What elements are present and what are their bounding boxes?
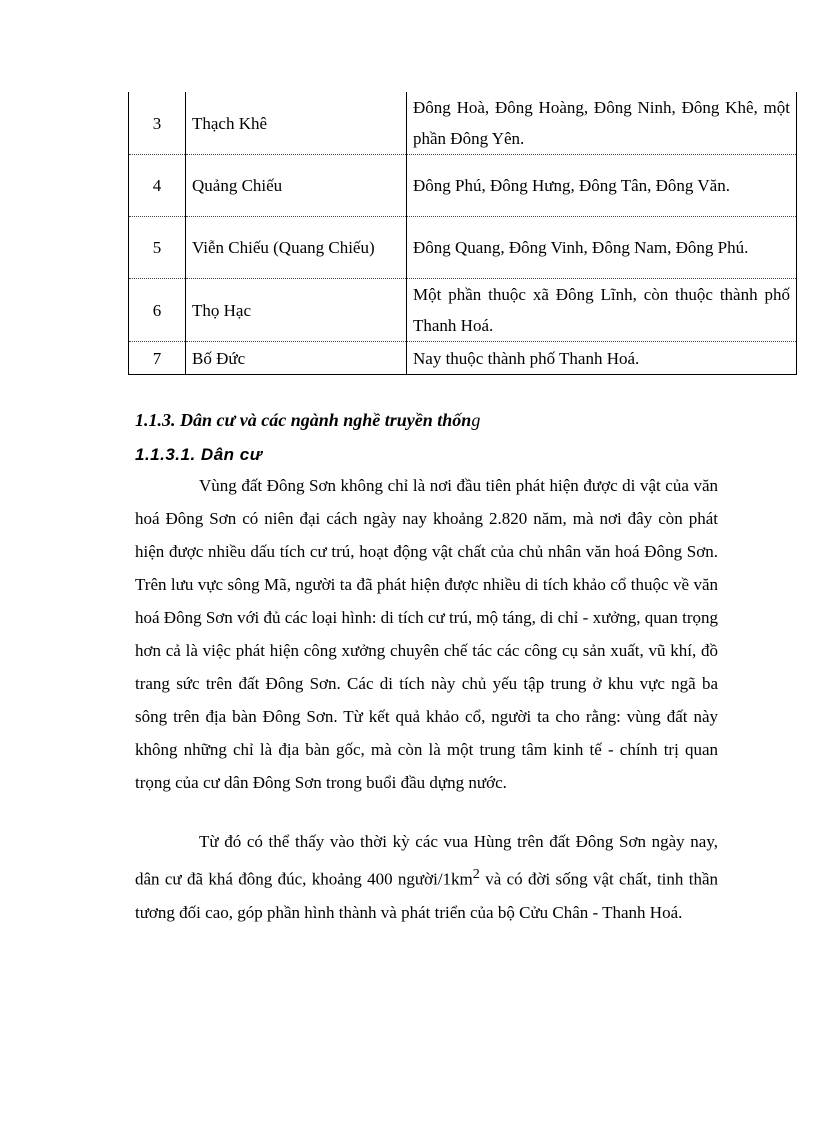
section-heading-main: 1.1.3. Dân cư và các ngành nghề truyền thốn [135,410,472,430]
row-number: 5 [129,217,186,279]
village-name: Thạch Khê [186,92,407,155]
village-name: Quảng Chiếu [186,155,407,217]
paragraph-text: và có đời sống vật chất, tinh thần tương đối cao, góp phần hình thành và phát triển của bộ Cửu Chân - Thanh Hoá. [135,869,718,922]
village-name: Viễn Chiếu (Quang Chiếu) [186,217,407,279]
superscript: 2 [472,866,480,882]
body-paragraph [135,825,718,929]
section-heading [135,410,480,431]
village-description: Một phần thuộc xã Đông Lĩnh, còn thuộc thành phố Thanh Hoá. [407,279,797,342]
village-description: Đông Quang, Đông Vinh, Đông Nam, Đông Phú. [407,217,797,279]
village-name: Thọ Hạc [186,279,407,342]
table-row [129,92,797,155]
section-heading-tail: g [471,410,481,430]
table-row [129,155,797,217]
village-description: Đông Phú, Đông Hưng, Đông Tân, Đông Văn. [407,155,797,217]
row-number: 4 [129,155,186,217]
row-number: 6 [129,279,186,342]
row-number: 7 [129,342,186,375]
village-name: Bố Đức [186,342,407,375]
village-table [128,92,797,375]
table-row [129,217,797,279]
table-row [129,342,797,375]
table-row [129,279,797,342]
village-description: Nay thuộc thành phố Thanh Hoá. [407,342,797,375]
subsection-heading: 1.1.3.1. Dân cư [135,445,263,464]
body-paragraph: Vùng đất Đông Sơn không chỉ là nơi đầu tiên phát hiện được di vật của văn hoá Đông Sơn có niên đại cách ngày nay khoảng 2.820 năm, mà nơi đây còn phát hiện được nhiều dấu tích cư trú, hoạt động vật chất của chủ nhân văn hoá Đông Sơn. Trên lưu vực sông Mã, người ta đã phát hiện được nhiều di tích khảo cổ thuộc về văn hoá Đông Sơn với đủ các loại hình: di tích cư trú, mộ táng, di chỉ - xưởng, quan trọng hơn cả là việc phát hiện công xưởng chuyên chế tác các công cụ sản xuất, vũ khí, đồ trang sức trên đất Đông Sơn. Các di tích này chủ yếu tập trung ở khu vực ngã ba sông trên địa bàn Đông Sơn. Từ kết quả khảo cổ, người ta cho rằng: vùng đất này không những chỉ là địa bàn gốc, mà còn là một trung tâm kinh tế - chính trị quan trọng của cư dân Đông Sơn trong buổi đầu dựng nước. [135,476,718,792]
row-number: 3 [129,92,186,155]
village-description: Đông Hoà, Đông Hoàng, Đông Ninh, Đông Khê, một phần Đông Yên. [407,92,797,155]
paragraph-text: Từ đó có thể thấy vào thời kỳ các vua Hùng trên đất Đông Sơn ngày nay, dân cư đã khá đông đúc, khoảng 400 người/1km [135,832,718,889]
